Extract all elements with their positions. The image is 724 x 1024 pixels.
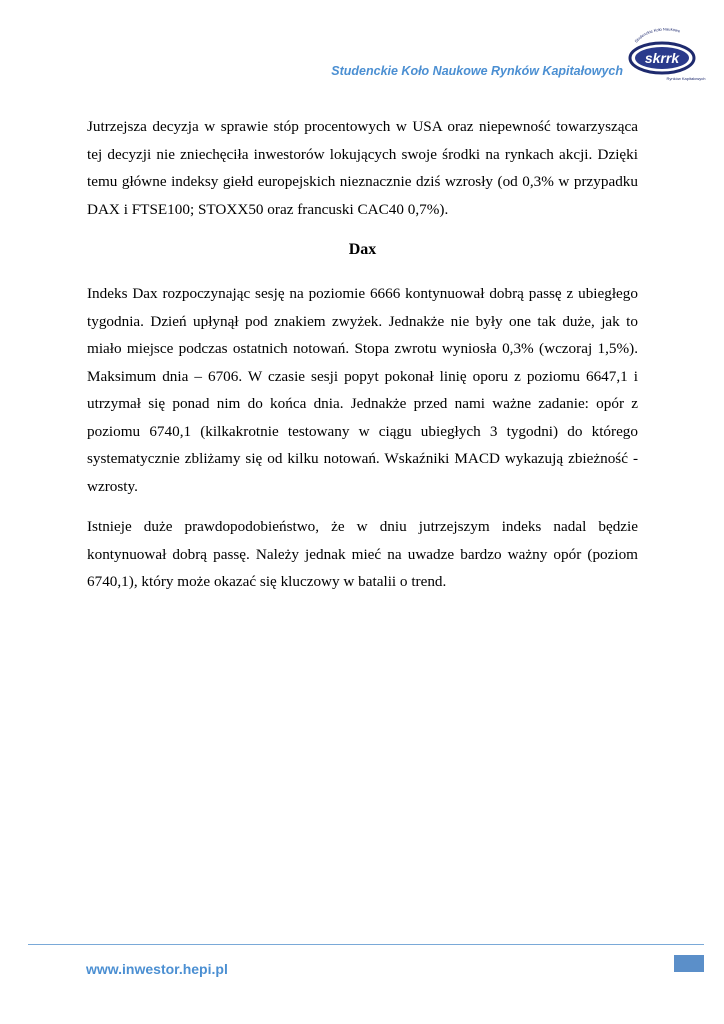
logo-arc-text: Studenckie Koło Naukowe (633, 28, 681, 44)
paragraph-outlook: Istnieje duże prawdopodobieństwo, że w dniu jutrzejszym indeks nadal będzie kontynuował dobrą passę. Należy jednak mieć na uwadze bardzo ważny opór (poziom 6740,1), który może okazać się kluczowy w batalii o trend. (87, 518, 638, 590)
paragraph-dax-analysis: Indeks Dax rozpoczynając sesję na poziomie 6666 kontynuował dobrą passę z ubiegłego tygodnia. Dzień upłynął pod znakiem zwyżek. Jednakże nie były one tak duże, jak to miało miejsce podczas ostatnich notowań. Stopa zwrotu wyniosła 0,3% (wczoraj 1,5%). Maksimum dnia – 6706. W czasie sesji popyt pokonał linię oporu z poziomu 6647,1 i utrzymał się ponad nim do końca dnia. Jednakże przed nami ważne zadanie: opór z poziomu 6740,1 (kilkakrotnie testowany w ciągu ubiegłych 3 tygodni) do którego systematycznie zbliżamy się od kilku notowań. Wskaźniki MACD wykazują zbieżność - wzrosty. (87, 285, 638, 495)
footer-divider (28, 944, 704, 945)
section-heading-dax: Dax (348, 241, 377, 258)
skrrk-logo (624, 28, 710, 88)
logo-sub-text: Rynków Kapitałowych (666, 76, 706, 81)
logo-text: skrrk (644, 50, 680, 66)
document-body (87, 113, 638, 609)
paragraph-intro: Jutrzejsza decyzja w sprawie stóp procentowych w USA oraz niepewność towarzysząca tej decyzji nie zniechęciła inwestorów lokujących swoje środki na rynkach akcji. Dzięki temu główne indeksy giełd europejskich nieznacznie dziś wzrosły (od 0,3% w przypadku DAX i FTSE100; STOXX50 oraz francuski CAC40 0,7%). (87, 118, 638, 218)
page-number-box (674, 955, 704, 972)
footer-url[interactable]: www.inwestor.hepi.pl (86, 961, 228, 977)
header-title: Studenckie Koło Naukowe Rynków Kapitałowych (331, 64, 623, 78)
